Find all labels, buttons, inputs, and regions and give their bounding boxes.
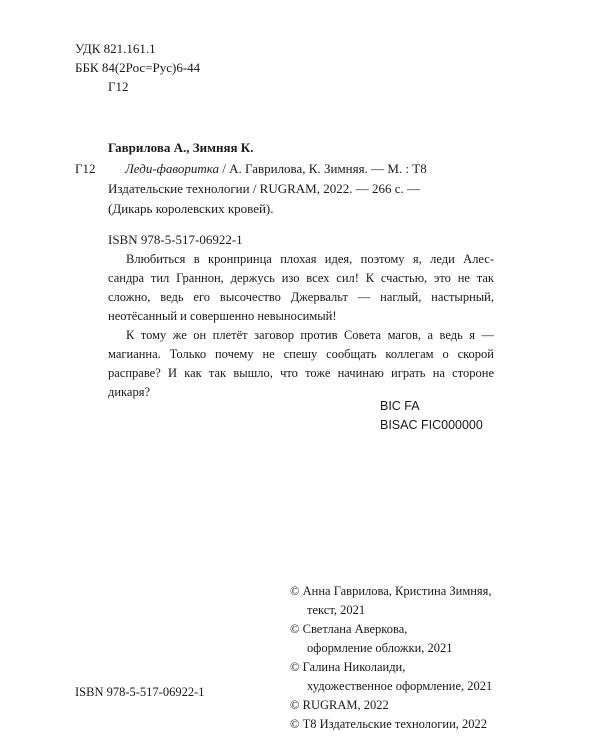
udk-code: УДК 821.161.1 [75,41,156,56]
annotation-line: неотёсанный и совершенно невыносимый! [108,309,337,323]
annotation-line: сложно, ведь его высочество Джервальт — наглый, настырный, [108,290,494,304]
copyright-line: © Т8 Издательские технологии, 2022 [290,717,488,731]
annotation-line: сандра тил Граннон, держусь изо всех сил! К счастью, это не так [108,271,494,285]
record-index: Г12 [75,161,96,176]
annotation-line: К тому же он плетёт заговор против Совета магов, а ведь я — [126,328,494,342]
copyright-line: © RUGRAM, 2022 [290,698,389,712]
annotation-line: Влюбиться в кронпринца плохая идея, поэтому я, леди Алес- [126,252,494,266]
record-isbn: ISBN 978-5-517-06922-1 [108,232,243,247]
record-line-1-rest: / А. Гаврилова, К. Зимняя. — М. : Т8 [219,161,427,176]
copyright-block [290,582,492,734]
copyright-line: текст, 2021 [307,603,366,617]
copyright-line: © Анна Гаврилова, Кристина Зимняя, [290,584,492,598]
copyright-line: художественное оформление, 2021 [307,679,493,693]
copyright-line: оформление обложки, 2021 [307,641,453,655]
bbk-code: ББК 84(2Рос=Рус)6-44 [75,60,201,75]
annotation-line: дикаря? [108,385,151,399]
copyright-line: © Светлана Аверкова, [290,622,408,636]
record-line-2: Издательские технологии / RUGRAM, 2022. — 266 с. — [108,181,421,196]
record-line-3: (Дикарь королевских кровей). [108,201,274,216]
footer-isbn: ISBN 978-5-517-06922-1 [75,685,205,699]
record-title: Леди-фаворитка [125,161,220,176]
annotation-line: расправе? И как так вышло, что тоже начинаю играть на стороне [108,366,494,380]
record-line-1 [125,159,427,178]
bic-code: BIC FA [380,399,420,413]
bisac-code: BISAC FIC000000 [380,418,483,432]
record-authors: Гаврилова А., Зимняя К. [108,140,254,155]
author-sign: Г12 [108,79,129,94]
annotation-line: магианна. Только почему не спешу сообщать коллегам о скорой [108,347,494,361]
copyright-line: © Галина Николаиди, [290,660,406,674]
annotation [108,250,494,402]
